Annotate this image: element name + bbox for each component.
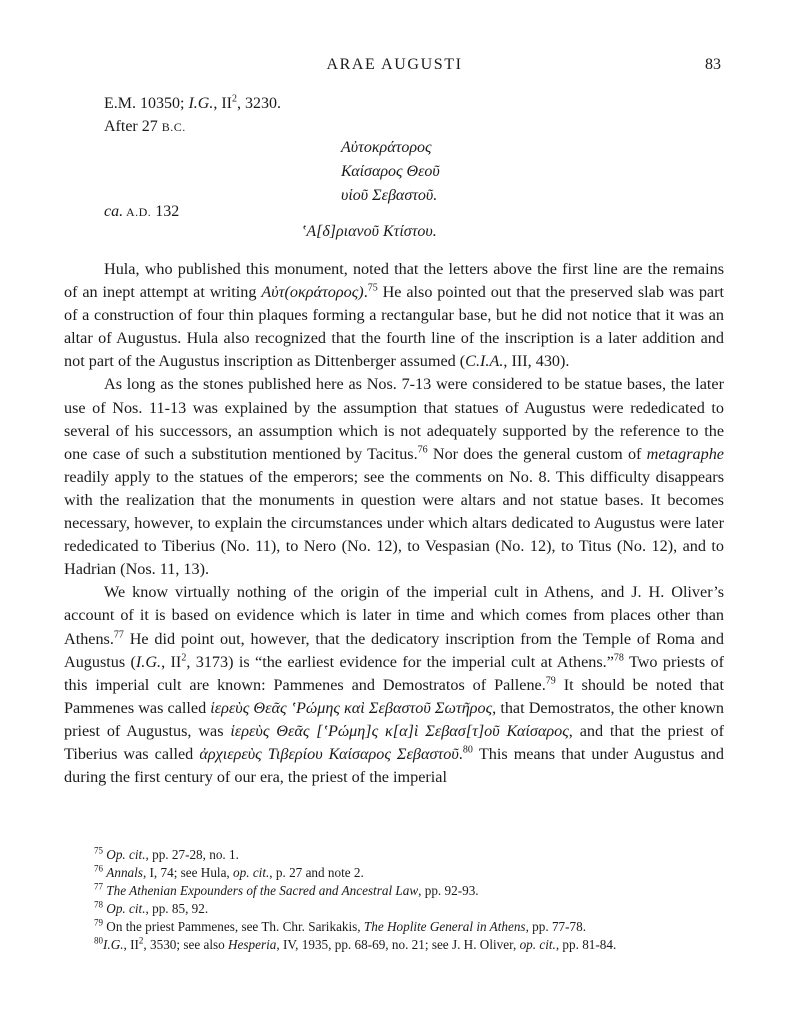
ig-edition: 2 [181, 652, 187, 664]
text-run: , pp. 85, 92. [145, 901, 209, 916]
text-run: The Hoplite General in Athens [363, 919, 526, 934]
footnote-number: 76 [94, 863, 103, 874]
text-run: It should be noted that Pammenes was called [64, 675, 724, 717]
text-run: , 3530; see also [143, 937, 229, 952]
footnote-75 [64, 846, 724, 864]
greek-title-pammenes: ἱερεὺς Θεᾶς ʽΡώμης καὶ Σεβαστοῦ Σωτῆρος [210, 698, 493, 717]
date-bc: B.C. [161, 120, 186, 134]
text-run: , IV, 1935, pp. 68-69, no. 21; see J. H. Oliver, [276, 937, 520, 952]
inventory-number: E.M. 10350; [104, 95, 189, 112]
text-run: He did point out, however, that the dedicatory inscription from the Temple of Roma and Augustus ( [64, 629, 724, 671]
paragraph-1: Hula, who published this monument, noted that the letters above the first line are the remains of an inept attempt at writing Αὐτ(οκράτορος).$^{75}$ He also pointed out that the preserved slab was part of a construction of four thin plaques forming a rectangular base, but he did not notice that it was an altar of Augustus. Hula also recognized that the fourth line of the inscription is a later addition and not part of the Augustus inscription as Dittenberger assumed (C.I.A., III, 430). [64, 260, 724, 371]
running-head [0, 56, 789, 80]
text-run: As long as the stones published here as Nos. 7-13 were considered to be statue bases, the later use of Nos. 11-13 was explained by the assumption that statues of Augustus were rededicated to several of his successors, an assumption which is not adequately supported by the reference to the one case of such a substitution mentioned by Tacitus. [64, 375, 724, 463]
footnote-ref-77[interactable]: 77 [113, 629, 124, 641]
text-run: , that Demostratos, the other known priest of Augustus, was [64, 698, 724, 740]
inventory-line [104, 92, 281, 115]
paragraph-2 [64, 373, 724, 581]
text-run: , I, 74; see Hula, [142, 865, 234, 880]
date-line-1 [104, 115, 186, 139]
footnotes [64, 846, 724, 954]
footnote-number: 75 [94, 845, 103, 856]
footnote-ref-80[interactable]: 80 [462, 744, 473, 756]
inscription-line-2: Καίσαρος Θεοῦ [341, 163, 440, 180]
date-year: 132 [151, 203, 180, 220]
footnote-78 [64, 900, 724, 918]
text-run: Annals [106, 865, 143, 880]
text-run: , pp. 77-78. [525, 919, 587, 934]
footnote-80 [64, 936, 724, 954]
text-run: Op. cit. [106, 847, 146, 862]
paragraph-3: We know virtually nothing of the origin of the imperial cult in Athens, and J. H. Oliver’s account of it is based on evidence which is later in time and which comes from places other than Athens.$^{77}$ He did point out, however, that the dedicatory inscription from the Temple of Roma and Augustus (I.G., $II^2$, 3173) is “the earliest evidence for the imperial cult at Athens.”$^{78}$ Two priests of this imperial cult are known: Pammenes and Demostratos of Pallene.$^{79}$ It should be noted that Pammenes was called ἱερεὺς Θεᾶς ʽΡώμης καὶ Σεβαστοῦ Σωτῆρος, that Demostratos, the other known priest of Augustus, was ἱερεὺς Θεᾶς [ʽΡώμη]ς κ[α]ὶ Σεβασ[τ]οῦ Καίσαρος, and that the priest of Tiberius was called ἀρχιερεὺς Τιβερίου Καίσαρος Σεβαστοῦ.$^{80}$ This means that under Augustus and during the first century of our era, the priest of the imperial [64, 583, 724, 787]
text-run: He also pointed out that the preserved slab was part of a construction of four thin plaques forming a rectangular base, but he did not notice that it was an altar of Augustus. Hula also recognized that the fourth line of the inscription is a later addition and not part of the Augustus inscription as Dittenberger assumed ( [64, 283, 724, 371]
greek-title-tiberius: ἀρχιερεὺς Τιβερίου Καίσαρος Σεβαστοῦ [199, 744, 459, 763]
text-run: , pp. 92-93. [418, 883, 479, 898]
greek-term: Αὐτ(οκράτορος) [261, 283, 364, 302]
text-run: This means that under Augustus and during the first century of our era, the priest of the imperial [64, 744, 724, 787]
text-run: , p. 27 and note 2. [269, 865, 364, 880]
cia-abbrev: C.I.A. [465, 352, 504, 371]
date-ca: ca. [104, 203, 124, 220]
text-run: The Athenian Expounders of the Sacred and Ancestral Law [106, 883, 419, 898]
inscription-block [341, 136, 440, 208]
footnote-ref-75[interactable]: 75 [367, 282, 378, 294]
text-run: readily apply to the statues of the emperors; see the comments on No. 8. This difficulty disappears with the realization that the monuments in question were altars and not statue bases. It becomes necessary, however, to explain the circumstances under which altars dedicated to Augustus were later rededicated to Tiberius (No. 11), to Nero (No. 12), to Vespasian (No. 12), to Titus (No. 12), and to Hadrian (Nos. 11, 13). [64, 467, 724, 579]
text-run: I.G. [103, 937, 124, 952]
ig-edition: 2 [138, 935, 144, 946]
date-after: After 27 [104, 118, 162, 135]
footnote-76 [64, 864, 724, 882]
footnote-77 [64, 882, 724, 900]
inscription-line-1: Αὐτοκράτορος [341, 139, 432, 156]
text-run: op. cit. [233, 865, 270, 880]
text-run: Two priests of this imperial cult are known: Pammenes and Demostratos of Pallene. [64, 652, 724, 694]
text-run: We know virtually nothing of the origin of the imperial cult in Athens, and J. H. Oliver’s account of it is based on evidence which is later in time and which comes from places other than Athens. [64, 583, 724, 648]
footnote-number: 79 [94, 917, 103, 928]
text-run: Hula, who published this monument, noted that the letters above the first line are the remains of an inept attempt at writing [64, 260, 724, 302]
running-title: ARAE AUGUSTI [326, 56, 463, 73]
text-run: , pp. 27-28, no. 1. [145, 847, 239, 862]
text-run: , III, 430). [503, 352, 570, 371]
body-text [64, 258, 724, 789]
footnote-number: 77 [94, 881, 103, 892]
text-run: op. cit. [519, 937, 556, 952]
footnote-number: 78 [94, 899, 103, 910]
term-metagraphe: metagraphe [646, 444, 724, 463]
text-run: Nor does the general custom of [427, 444, 647, 463]
page-number: 83 [705, 56, 721, 73]
text-run: , II [123, 937, 139, 952]
text-run: On the priest Pammenes, see Th. Chr. Sarikakis, [103, 919, 364, 934]
footnote-number: 80 [94, 935, 103, 946]
ig-abbrev: I.G. [188, 95, 214, 112]
greek-title-demostratos: ἱερεὺς Θεᾶς [ʽΡώμη]ς κ[α]ὶ Σεβασ[τ]οῦ Καίσαρος [230, 721, 569, 740]
footnote-ref-79[interactable]: 79 [545, 675, 556, 687]
footnote-ref-76[interactable]: 76 [417, 444, 428, 456]
text-run: , and that the priest of Tiberius was called [64, 721, 724, 763]
date-line-2 [104, 200, 179, 224]
inscription-line-3: υἱοῦ Σεβαστοῦ. [341, 187, 438, 204]
ig-abbrev: I.G. [135, 652, 162, 671]
ig-edition: 2 [232, 93, 237, 105]
text-run: , pp. 81-84. [555, 937, 617, 952]
footnote-79 [64, 918, 724, 936]
footnote-ref-78[interactable]: 78 [613, 652, 624, 664]
text-run: , 3173) is “the earliest evidence for the imperial cult at Athens.” [186, 652, 614, 671]
date-ad: A.D. [123, 205, 152, 219]
text-run: Hesperia [228, 937, 277, 952]
inscription-line-4: ʽΑ[δ]ριανοῦ Κτίστου. [301, 223, 437, 240]
ig-ref: , II [213, 95, 232, 112]
text-run: , II [161, 652, 182, 671]
ig-number: , 3230. [237, 95, 281, 112]
text-run: Op. cit. [106, 901, 146, 916]
